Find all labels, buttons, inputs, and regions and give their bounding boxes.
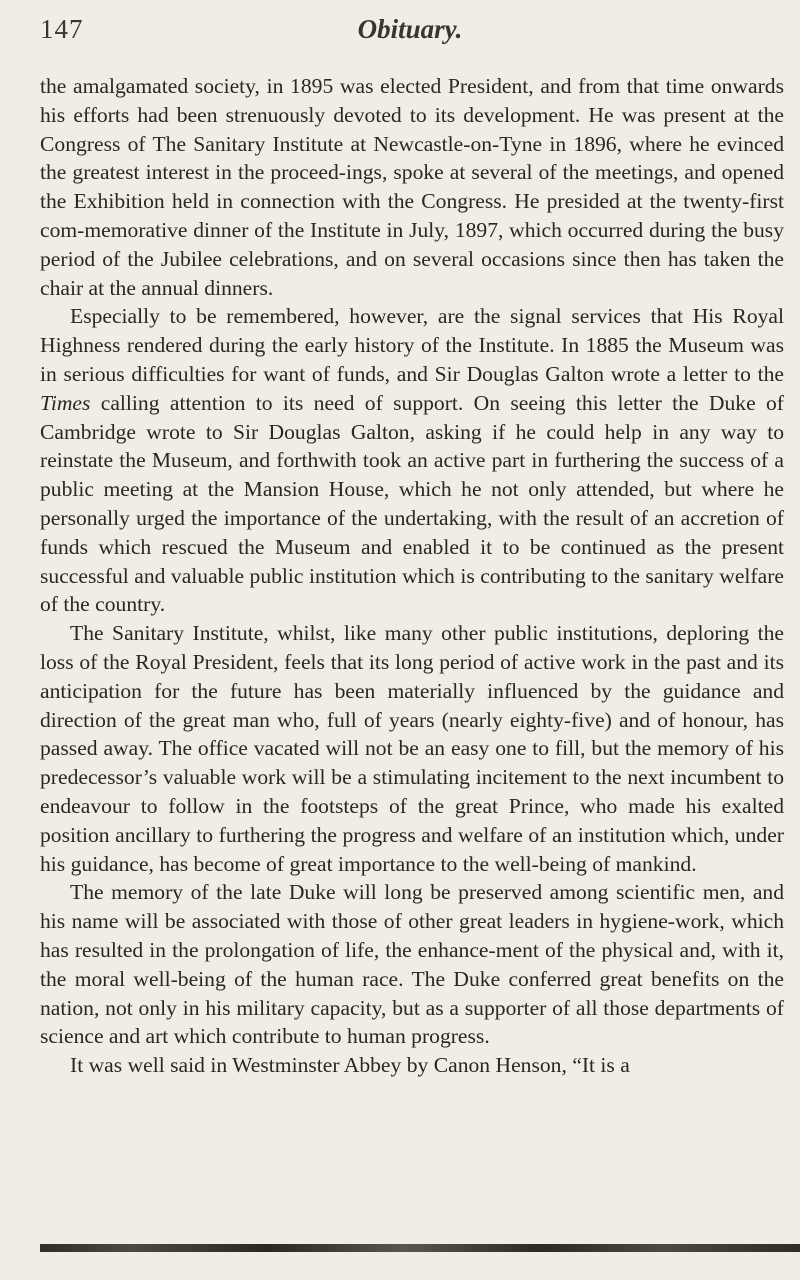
paragraph: The memory of the late Duke will long be preserved among scientific men, and his name will be associated with those of other great leaders in hygiene-work, which has resulted in the prolongation of life, the enhance-ment of the physical and, with it, the moral well-being of the human race. The Duke conferred great benefits on the nation, not only in his military capacity, but as a supporter of all those departments of science and art which contribute to human progress. <box>40 880 784 1049</box>
page-number: 147 <box>40 14 84 44</box>
paragraph: The Sanitary Institute, whilst, like many other public institutions, deploring the loss of the Royal President, feels that its long period of active work in the past and its anticipation for the future has been materially influenced by the guidance and direction of the great man who, full of years (nearly eighty-five) and of honour, has passed away. The office vacated will not be an easy one to fill, but the memory of his predecessor’s valuable work will be a stimulating incitement to the next incumbent to endeavour to follow in the footsteps of the great Prince, who made his exalted position ancillary to furthering the progress and welfare of an institution which, under his guidance, has become of great importance to the well-being of mankind. <box>40 621 784 876</box>
paragraph: the amalgamated society, in 1895 was elected President, and from that time onwards his efforts had been strenuously devoted to its development. He was present at the Congress of The Sanitary Institute at Newcastle-on-Tyne in 1896, where he evinced the greatest interest in the proceed-ings, spoke at several of the meetings, and opened the Exhibition held in connection with the Congress. He presided at the twenty-first com-memorative dinner of the Institute in July, 1897, which occurred during the busy period of the Jubilee celebrations, and on several occasions since then has taken the chair at the annual dinners. <box>40 74 784 300</box>
paragraph-text: Especially to be remembered, however, are the signal services that His Royal Highness rendered during the early history of the Institute. In 1885 the Museum was in serious difficulties for want of funds, and Sir Douglas Galton wrote a letter to the <box>40 304 784 386</box>
paragraph <box>40 302 784 619</box>
paragraph-text: calling attention to its need of support. On seeing this letter the Duke of Cambridge wrote to Sir Douglas Galton, asking if he could help in any way to reinstate the Museum, and forthwith took an active part in furthering the success of a public meeting at the Mansion House, which he not only attended, but where he personally urged the importance of the undertaking, with the result of an accretion of funds which rescued the Museum and enabled it to be continued as the present successful and valuable public institution which is contributing to the sanitary welfare of the country. <box>40 390 784 617</box>
paragraph: It was well said in Westminster Abbey by Canon Henson, “It is a <box>70 1053 630 1078</box>
scan-edge-rule <box>40 1244 800 1252</box>
body-text <box>40 72 784 1080</box>
page-header <box>40 10 780 50</box>
running-title: Obituary. <box>357 14 463 44</box>
newspaper-title: Times <box>40 390 91 415</box>
